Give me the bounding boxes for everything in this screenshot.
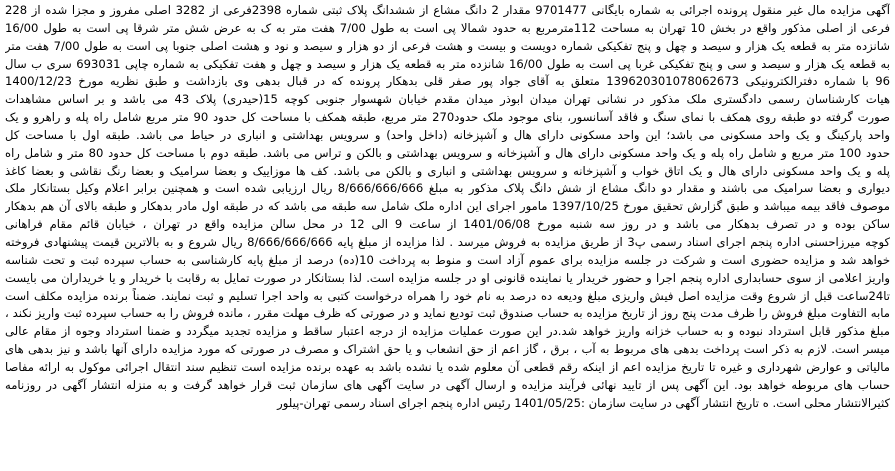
notice-line: آگهی مزایده مال غیر منقول پرونده اجرائی به شماره بایگانی 9701477 مقدار 2 دانگ مشاع از ششدانگ پلاک ثبتی شماره 2398فرعی از 3282 اصلی مفروز و مجزا شده از 228 [5, 3, 890, 17]
notice-line: صورت گرفته دو طبقه روی همکف با نمای سنگ و فاقد آسانسور، بنای موجود ملک حدود270 متر مربع، طبقه همکف با مساحت کل حدود 90 متر مربع شامل راه پله و راهرو و یک [5, 110, 890, 125]
notice-line: واریز اعلامی از سوی حسابداری اداره پنجم اجرا و حضور خریدار یا نماینده قانونی او در جلسه مزایده است. لذا بستانکار در صورت تمایل به رقابت با خریدار و یا خریداران می بایست [5, 270, 890, 285]
notice-line: حساب های مربوطه خواهد بود. این آگهی پس از تایید نهائی فرآیند مزایده و ارسال آگهی در سایت آگهی های سازمان ثبت قرار خواهد گرفت و به منزله انتشار آگهی در روزنامه [5, 377, 890, 392]
notice-line: موصوف فاقد بیمه میباشد و طبق گزارش تحقیق مورخ 1397/10/25 مامور اجرای این اداره ملک شامل سه طبقه می باشد که در طبقه اول مادر بدهکار و طبقه بالای آن هم بدهکار [5, 199, 890, 214]
notice-line: فرعی از اصلی مذکور واقع در بخش 10 تهران به مساحت 112مترمربع به حدود شمالا پی است به طول 7/00 هفت متر به ک به عرض شش متر شرقا پی است به طول 16/00 [5, 20, 890, 35]
notice-line: ساکن بوده و در تصرف بدهکار می باشد و در روز سه شنبه مورخ 1401/06/08 از ساعت 9 الی 12 در محل سالن مزایده واقع در تهران ، خیابان قائم مقام فراهانی [5, 217, 890, 232]
notice-line: خواهد شد و مزایده حضوری است و شرکت در جلسه مزایده برای عموم آزاد است و منوط به پرداخت 10(ده) درصد از مبلغ پایه کارشناسی به حساب سپرده ثبت و تحت شناسه [5, 252, 890, 267]
notice-line: شانزده متر به قطعه یک هزار و سیصد و چهل و پنج تفکیکی شماره دویست و بیست و هشت فرعی از دو هزار و سیصد و نود و هشت اصلی جنوبا پی است به طول 7/00 هفت متر [5, 38, 890, 53]
notice-line: حدود 100 متر مربع و شامل راه پله و یک واحد مسکونی دارای هال و آشپزخانه و سرویس بهداشتی و بالکن و تراس می باشد. طبقه دوم با مساحت کل حدود 80 متر و شامل راه [5, 145, 890, 160]
notice-line: تا24ساعت قبل از شروع وقت مزایده اصل فیش واریزی مبلغ ودیعه ده درصد به نام خود را همراه درخواست کتبی به واحد اجرا تسلیم و ثبت نمایند. ضمناً برنده مزایده مکلف است [5, 288, 890, 303]
notice-line: دیواری و بعضا سرامیک می باشند و مقدار دو دانگ مشاع از شش دانگ پلاک مذکور به مبلغ 8/666/666/666 ریال ارزیابی شده است و همچنین برابر اعلام وکیل بستانکار ملک [5, 181, 890, 196]
notice-line-final: کثیرالانتشار محلی است. ه تاریخ انتشار آگهی در سایت سازمان :1401/05/25 رئیس اداره پنجم اجرای اسناد رسمی تهران-پیلور [277, 395, 890, 410]
notice-line: مالیاتی و عوارض شهرداری و غیره تا تاریخ مزایده اعم از اینکه رقم قطعی آن معلوم شده یا نشده باشد به عهده برنده مزایده است تنظیم سند انتقال اجرائی موکول به ارائه مفاصا [5, 359, 890, 374]
notice-line: پله و یک واحد مسکونی دارای هال و یک اتاق خواب و آشپزخانه و سرویس بهداشتی و انباری و بالکن می باشد. کف ها موزاییک و بعضا سرامیک و بعضا رنگ نقاشی و بعضا کاغذ [5, 163, 890, 178]
notice-line: واحد پارکینگ و یک واحد مسکونی می باشد؛ این واحد مسکونی دارای هال و آشپزخانه (داخل واحد) و سرویس بهداشتی و انباری در حیاط می باشد. طبقه اول با مساحت کل [5, 127, 890, 142]
notice-line: مابه التفاوت مبلغ فروش را ظرف مدت پنج روز از تاریخ مزایده به حساب صندوق ثبت تودیع نماید و در صورتی که ظرف مهلت مقرر ، مانده فروش را به حساب سپرده ثبت واریز نکند ، [5, 306, 890, 321]
notice-line: به قطعه یک هزار و سیصد و سی و پنج تفکیکی غربا پی است به طول 16/00 شانزده متر به قطعه یک هزار و سیصد و چهل و هفت تفکیکی به شماره چاپی 693031 سری ب سال [5, 56, 890, 71]
notice-line: مبلغ مذکور قابل استرداد نبوده و به حساب خزانه واریز خواهد شد.در این صورت عملیات مزایده از درجه اعتبار ساقط و مزایده تجدید میگردد و ضمنا استرداد وجوه از مقام عالی [5, 324, 890, 339]
notice-line: میسر است. لازم به ذکر است پرداخت بدهی های مربوط به آب ، برق ، گاز اعم از حق انشعاب و یا حق اشتراک و مصرف در صورتی که مورد مزایده دارای آنها باشد و نیز بدهی های [5, 342, 890, 357]
notice-line: هیات کارشناسان رسمی دادگستری ملک مذکور در نشانی تهران میدان ابوذر میدان مقدم خیابان شهسوار جنوبی کوچه 15(حیدری) پلاک 43 می باشد و بر اساس مشاهدات [5, 92, 890, 107]
notice-line: 96 با شماره دفترالکترونیکی 139620301078062673 متعلق به آقای جواد پور صفر قلی بدهکار پرونده که در قبال بدهی وی بازداشت و طبق نظریه مورخ 1400/12/23 [5, 74, 890, 89]
notice-line: کوچه میرزاحسنی اداره پنجم اجرای اسناد رسمی پ3 از طریق مزایده به فروش میرسد . لذا مزایده از مبلغ پایه 8/666/666/666 ریال شروع و به بالاترین قیمت پیشنهادی فروخته [5, 234, 890, 249]
